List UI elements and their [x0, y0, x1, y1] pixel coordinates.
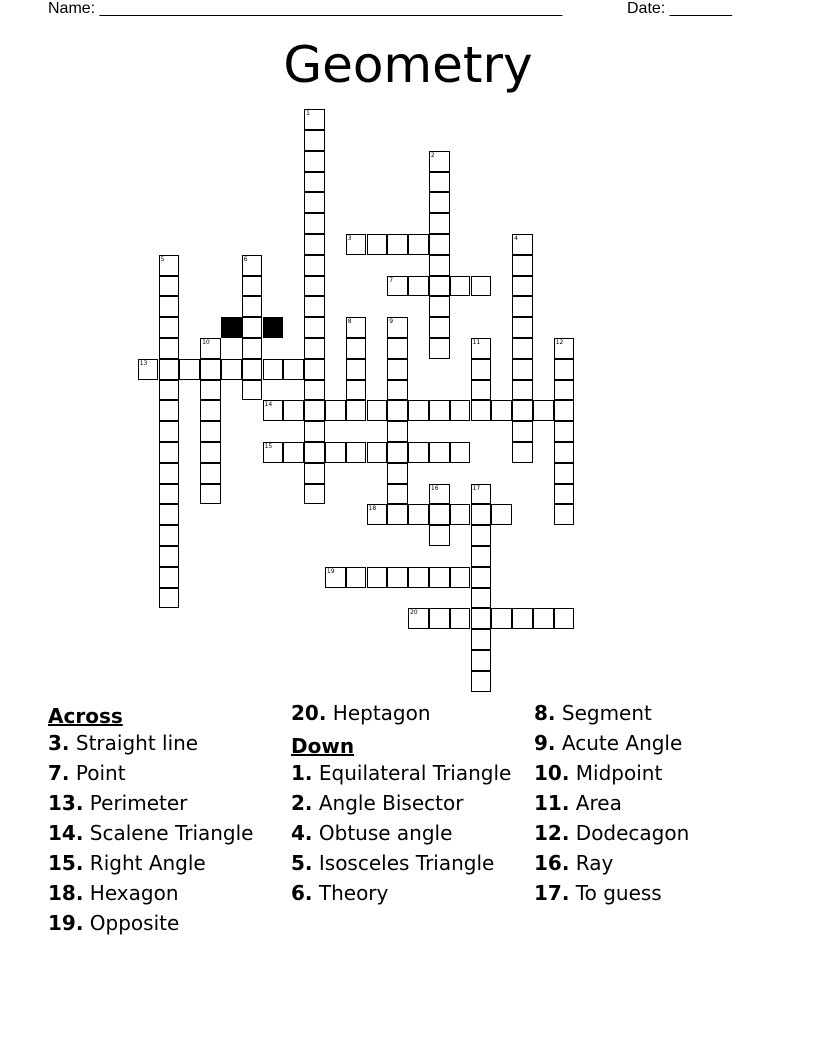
cell-number: 16 [430, 484, 439, 492]
crossword-cell[interactable] [429, 504, 450, 525]
crossword-cell[interactable] [512, 359, 533, 380]
crossword-cell[interactable] [533, 400, 554, 421]
clue-number: 5. [291, 851, 313, 875]
crossword-cell[interactable] [346, 359, 367, 380]
clue-down-2 [291, 791, 533, 821]
crossword-cell[interactable] [429, 525, 450, 546]
crossword-cell[interactable] [200, 463, 221, 484]
crossword-cell[interactable] [471, 380, 492, 401]
crossword-cell[interactable] [159, 588, 180, 609]
crossword-cell[interactable] [138, 359, 159, 380]
crossword-cell[interactable] [471, 525, 492, 546]
crossword-cell[interactable] [429, 213, 450, 234]
crossword-cell[interactable] [554, 380, 575, 401]
clue-text: Dodecagon [575, 821, 690, 845]
clue-text: Opposite [89, 911, 180, 935]
clue-across-7 [48, 761, 290, 791]
cell-number: 4 [514, 235, 518, 242]
crossword-cell[interactable] [242, 317, 263, 338]
clue-down-4 [291, 821, 533, 851]
crossword-cell[interactable] [429, 442, 450, 463]
crossword-cell[interactable] [304, 192, 325, 213]
clue-text: Isosceles Triangle [318, 851, 495, 875]
clue-text: Ray [575, 851, 614, 875]
crossword-cell[interactable] [450, 567, 471, 588]
cell-number: 9 [389, 318, 394, 326]
crossword-cell[interactable] [429, 567, 450, 588]
cell-number: 2 [430, 151, 435, 159]
crossword-cell[interactable] [387, 442, 408, 463]
crossword-cell[interactable] [304, 317, 325, 338]
clue-number: 18. [48, 881, 84, 905]
clue-text: Scalene Triangle [89, 821, 254, 845]
crossword-cell[interactable] [159, 380, 180, 401]
crossword-cell[interactable] [512, 276, 533, 297]
clue-down-12 [534, 821, 776, 851]
crossword-cell[interactable] [387, 463, 408, 484]
crossword-cell[interactable] [512, 317, 533, 338]
down-heading: Down [291, 734, 355, 758]
crossword-cell[interactable] [387, 234, 408, 255]
clue-across-3 [48, 731, 290, 761]
cell-number: 20 [410, 609, 418, 617]
crossword-cell[interactable] [159, 546, 180, 567]
crossword-cell[interactable] [242, 296, 263, 317]
clue-down-8 [534, 701, 776, 731]
crossword-cell[interactable] [325, 567, 346, 588]
clue-number: 13. [48, 791, 84, 815]
crossword-cell[interactable] [304, 296, 325, 317]
crossword-cell[interactable] [325, 442, 346, 463]
crossword-cell[interactable] [325, 400, 346, 421]
crossword-cell[interactable] [159, 525, 180, 546]
crossword-cell[interactable] [554, 421, 575, 442]
date-field-label: Date: _______ [627, 0, 732, 17]
crossword-cell[interactable] [450, 442, 471, 463]
crossword-cell[interactable] [512, 421, 533, 442]
clue-across-14 [48, 821, 290, 851]
clue-column-2 [291, 701, 533, 911]
clue-across-15 [48, 851, 290, 881]
crossword-cell[interactable] [200, 421, 221, 442]
clue-down-6 [291, 881, 533, 911]
crossword-cell[interactable] [304, 359, 325, 380]
clue-down-17 [534, 881, 776, 911]
clue-number: 10. [534, 761, 570, 785]
crossword-cell[interactable] [491, 504, 512, 525]
crossword-cell[interactable] [429, 338, 450, 359]
crossword-cell[interactable] [304, 463, 325, 484]
crossword-cell[interactable] [512, 608, 533, 629]
crossword-cell[interactable] [346, 338, 367, 359]
clue-text: Acute Angle [561, 731, 683, 755]
clue-across-18 [48, 881, 290, 911]
black-cell [221, 317, 242, 338]
clue-number: 14. [48, 821, 84, 845]
crossword-cell[interactable] [304, 338, 325, 359]
clue-down-1 [291, 761, 533, 791]
crossword-cell[interactable] [554, 504, 575, 525]
clue-column-1 [48, 701, 290, 941]
clue-text: Equilateral Triangle [318, 761, 512, 785]
crossword-cell[interactable] [200, 442, 221, 463]
crossword-cell[interactable] [450, 608, 471, 629]
crossword-cell[interactable] [242, 255, 263, 276]
crossword-cell[interactable] [159, 276, 180, 297]
clue-text: To guess [575, 881, 662, 905]
crossword-cell[interactable] [512, 442, 533, 463]
crossword-cell[interactable] [200, 380, 221, 401]
crossword-cell[interactable] [429, 172, 450, 193]
clue-number: 7. [48, 761, 70, 785]
clue-text: Area [575, 791, 622, 815]
crossword-cell[interactable] [512, 400, 533, 421]
clue-number: 16. [534, 851, 570, 875]
crossword-cell[interactable] [304, 276, 325, 297]
crossword-cell[interactable] [283, 442, 304, 463]
crossword-cell[interactable] [512, 338, 533, 359]
crossword-cell[interactable] [429, 192, 450, 213]
crossword-cell[interactable] [242, 359, 263, 380]
crossword-cell[interactable] [471, 504, 492, 525]
crossword-cell[interactable] [408, 504, 429, 525]
crossword-cell[interactable] [159, 255, 180, 276]
crossword-cell[interactable] [159, 463, 180, 484]
crossword-cell[interactable] [471, 671, 492, 692]
black-cell [263, 317, 284, 338]
page-title: Geometry [283, 36, 533, 94]
crossword-cell[interactable] [367, 504, 388, 525]
crossword-cell[interactable] [471, 650, 492, 671]
crossword-cell[interactable] [242, 380, 263, 401]
clue-text: Obtuse angle [318, 821, 453, 845]
crossword-cell[interactable] [491, 400, 512, 421]
clue-number: 1. [291, 761, 313, 785]
crossword-cell[interactable] [471, 588, 492, 609]
crossword-cell[interactable] [346, 234, 367, 255]
crossword-cell[interactable] [200, 484, 221, 505]
clue-down-9 [534, 731, 776, 761]
crossword-cell[interactable] [471, 359, 492, 380]
crossword-cell[interactable] [408, 608, 429, 629]
crossword-cell[interactable] [408, 234, 429, 255]
clue-number: 6. [291, 881, 313, 905]
crossword-cell[interactable] [263, 442, 284, 463]
clue-text: Straight line [75, 731, 199, 755]
crossword-cell[interactable] [512, 380, 533, 401]
cell-number: 15 [264, 443, 273, 450]
crossword-cell[interactable] [429, 317, 450, 338]
crossword-cell[interactable] [304, 109, 325, 130]
crossword-cell[interactable] [304, 172, 325, 193]
clue-column-3 [534, 701, 776, 911]
clue-text: Angle Bisector [318, 791, 464, 815]
crossword-cell[interactable] [159, 567, 180, 588]
crossword-cell[interactable] [554, 463, 575, 484]
crossword-cell[interactable] [533, 608, 554, 629]
clue-number: 17. [534, 881, 570, 905]
crossword-cell[interactable] [304, 442, 325, 463]
cell-number: 18 [368, 505, 377, 513]
crossword-cell[interactable] [159, 400, 180, 421]
crossword-cell[interactable] [471, 629, 492, 650]
crossword-cell[interactable] [159, 317, 180, 338]
crossword-cell[interactable] [408, 442, 429, 463]
crossword-cell[interactable] [387, 276, 408, 297]
crossword-cell[interactable] [471, 276, 492, 297]
crossword-cell[interactable] [304, 130, 325, 151]
crossword-cell[interactable] [304, 151, 325, 172]
crossword-cell[interactable] [242, 338, 263, 359]
clue-number: 3. [48, 731, 70, 755]
across-heading: Across [48, 704, 123, 728]
clue-number: 4. [291, 821, 313, 845]
crossword-cell[interactable] [304, 380, 325, 401]
crossword-cell[interactable] [159, 338, 180, 359]
crossword-cell[interactable] [346, 567, 367, 588]
crossword-cell[interactable] [387, 567, 408, 588]
clue-text: Segment [561, 701, 652, 725]
crossword-cell[interactable] [200, 359, 221, 380]
clue-text: Right Angle [89, 851, 206, 875]
crossword-cell[interactable] [450, 504, 471, 525]
clue-down-11 [534, 791, 776, 821]
crossword-cell[interactable] [387, 484, 408, 505]
clue-number: 12. [534, 821, 570, 845]
crossword-cell[interactable] [283, 400, 304, 421]
crossword-cell[interactable] [159, 421, 180, 442]
clue-number: 2. [291, 791, 313, 815]
crossword-cell[interactable] [159, 296, 180, 317]
crossword-cell[interactable] [304, 484, 325, 505]
clue-across-13 [48, 791, 290, 821]
clue-number: 15. [48, 851, 84, 875]
cell-number: 19 [326, 567, 335, 575]
crossword-cell[interactable] [387, 400, 408, 421]
clue-number: 11. [534, 791, 570, 815]
crossword-cell[interactable] [408, 276, 429, 297]
crossword-cell[interactable] [387, 359, 408, 380]
crossword-cell[interactable] [429, 255, 450, 276]
cell-number: 13 [139, 359, 148, 367]
crossword-cell[interactable] [346, 317, 367, 338]
cell-number: 14 [264, 401, 273, 409]
crossword-cell[interactable] [471, 484, 492, 505]
crossword-cell[interactable] [346, 380, 367, 401]
clue-down-16 [534, 851, 776, 881]
crossword-cell[interactable] [304, 234, 325, 255]
clue-text: Perimeter [89, 791, 188, 815]
cell-number: 10 [202, 339, 210, 346]
cell-number: 8 [347, 318, 352, 326]
crossword-cell[interactable] [179, 359, 200, 380]
crossword-cell[interactable] [554, 608, 575, 629]
crossword-cell[interactable] [429, 276, 450, 297]
cell-number: 5 [160, 255, 165, 263]
crossword-cell[interactable] [367, 400, 388, 421]
clue-across-19 [48, 911, 290, 941]
crossword-cell[interactable] [429, 400, 450, 421]
clue-down-5 [291, 851, 533, 881]
crossword-cell[interactable] [304, 255, 325, 276]
crossword-cell[interactable] [429, 234, 450, 255]
crossword-cell[interactable] [471, 608, 492, 629]
clue-text: Midpoint [575, 761, 663, 785]
crossword-cell[interactable] [367, 442, 388, 463]
crossword-cell[interactable] [367, 567, 388, 588]
crossword-cell[interactable] [346, 400, 367, 421]
crossword-cell[interactable] [429, 484, 450, 505]
clue-text: Heptagon [332, 701, 431, 725]
cell-number: 6 [243, 255, 248, 263]
crossword-cell[interactable] [304, 400, 325, 421]
crossword-cell[interactable] [554, 442, 575, 463]
crossword-cell[interactable] [283, 359, 304, 380]
crossword-cell[interactable] [200, 338, 221, 359]
crossword-cell[interactable] [367, 234, 388, 255]
crossword-cell[interactable] [408, 567, 429, 588]
crossword-cell[interactable] [491, 608, 512, 629]
clue-number: 9. [534, 731, 556, 755]
crossword-cell[interactable] [512, 296, 533, 317]
clue-text: Hexagon [89, 881, 179, 905]
crossword-cell[interactable] [263, 400, 284, 421]
clue-number: 20. [291, 701, 327, 725]
cell-number: 17 [472, 484, 481, 492]
crossword-cell[interactable] [387, 504, 408, 525]
crossword-cell[interactable] [512, 255, 533, 276]
crossword-cell[interactable] [387, 317, 408, 338]
clue-down-10 [534, 761, 776, 791]
crossword-cell[interactable] [263, 359, 284, 380]
crossword-cell[interactable] [554, 338, 575, 359]
clue-number: 19. [48, 911, 84, 935]
crossword-cell[interactable] [471, 546, 492, 567]
crossword-cell[interactable] [429, 151, 450, 172]
cell-number: 7 [389, 276, 394, 284]
cell-number: 11 [472, 339, 481, 346]
crossword-cell[interactable] [512, 234, 533, 255]
crossword-cell[interactable] [408, 400, 429, 421]
crossword-cell[interactable] [304, 213, 325, 234]
clue-text: Theory [318, 881, 389, 905]
crossword-cell[interactable] [159, 504, 180, 525]
cell-number: 3 [347, 235, 352, 242]
crossword-cell[interactable] [159, 359, 180, 380]
crossword-cell[interactable] [471, 338, 492, 359]
crossword-cell[interactable] [429, 296, 450, 317]
clue-number: 8. [534, 701, 556, 725]
cell-number: 12 [555, 339, 564, 346]
crossword-cell[interactable] [159, 484, 180, 505]
crossword-cell[interactable] [200, 400, 221, 421]
crossword-cell[interactable] [387, 338, 408, 359]
crossword-cell[interactable] [554, 359, 575, 380]
crossword-cell[interactable] [346, 442, 367, 463]
clue-text: Point [75, 761, 126, 785]
crossword-cell[interactable] [554, 400, 575, 421]
crossword-cell[interactable] [471, 400, 492, 421]
crossword-cell[interactable] [471, 567, 492, 588]
crossword-cell[interactable] [159, 442, 180, 463]
crossword-cell[interactable] [387, 421, 408, 442]
crossword-cell[interactable] [304, 421, 325, 442]
clue-across-20 [291, 701, 533, 731]
crossword-cell[interactable] [429, 608, 450, 629]
crossword-cell[interactable] [450, 276, 471, 297]
name-field-label: Name: ____________________________________________________ [48, 0, 563, 17]
crossword-cell[interactable] [387, 380, 408, 401]
crossword-cell[interactable] [554, 484, 575, 505]
cell-number: 1 [306, 110, 310, 118]
crossword-cell[interactable] [221, 359, 242, 380]
crossword-cell[interactable] [242, 276, 263, 297]
crossword-cell[interactable] [450, 400, 471, 421]
